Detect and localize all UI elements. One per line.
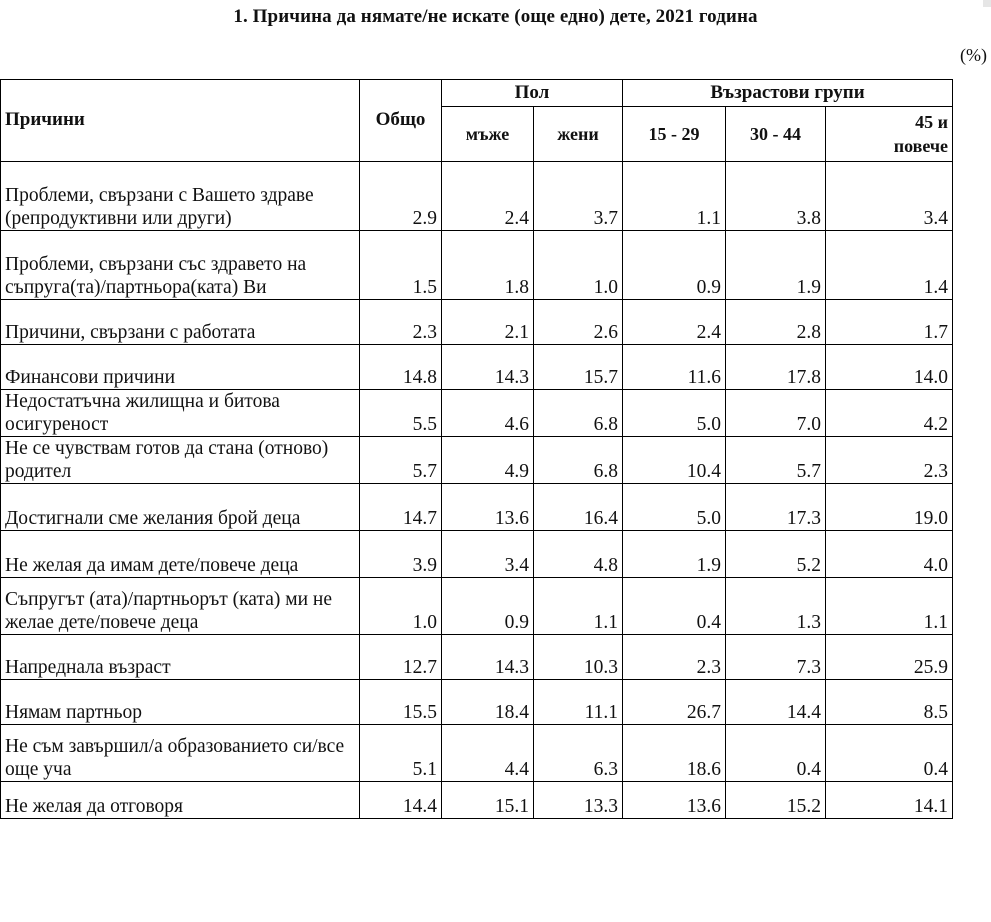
cell-men: 18.4 <box>442 680 534 725</box>
cell-age-30-44: 15.2 <box>726 782 826 819</box>
cell-total: 2.3 <box>360 300 442 345</box>
cell-total: 3.9 <box>360 531 442 578</box>
cell-age-45-plus: 1.4 <box>826 231 953 300</box>
cell-age-45-plus: 1.7 <box>826 300 953 345</box>
table-row <box>1 782 953 819</box>
cell-total: 1.0 <box>360 578 442 635</box>
cell-age-45-plus: 4.2 <box>826 390 953 437</box>
cell-total: 14.7 <box>360 484 442 531</box>
unit-label: (%) <box>960 45 987 65</box>
cell-age-15-29: 0.9 <box>623 231 726 300</box>
table-row <box>1 162 953 231</box>
cell-age-30-44: 2.8 <box>726 300 826 345</box>
cell-total: 14.4 <box>360 782 442 819</box>
cell-age-30-44: 7.3 <box>726 635 826 680</box>
row-label: Проблеми, свързани с Вашето здраве (репродуктивни или други) <box>1 162 360 231</box>
cell-age-45-plus: 1.1 <box>826 578 953 635</box>
cell-age-15-29: 10.4 <box>623 437 726 484</box>
cell-age-30-44: 1.3 <box>726 578 826 635</box>
cell-men: 15.1 <box>442 782 534 819</box>
cell-age-30-44: 5.7 <box>726 437 826 484</box>
cell-men: 3.4 <box>442 531 534 578</box>
cell-men: 2.1 <box>442 300 534 345</box>
header-age-30-44: 30 - 44 <box>726 107 826 162</box>
table-row <box>1 231 953 300</box>
cell-age-15-29: 2.4 <box>623 300 726 345</box>
table-title: 1. Причина да нямате/не искате (още едно) дете, 2021 година <box>233 6 758 27</box>
cell-age-15-29: 2.3 <box>623 635 726 680</box>
cell-men: 4.6 <box>442 390 534 437</box>
cell-women: 6.8 <box>534 437 623 484</box>
cell-age-45-plus: 4.0 <box>826 531 953 578</box>
table-row <box>1 680 953 725</box>
header-total: Общо <box>360 80 442 162</box>
row-label: Финансови причини <box>1 345 360 390</box>
cell-age-30-44: 17.3 <box>726 484 826 531</box>
table-row <box>1 345 953 390</box>
cell-total: 14.8 <box>360 345 442 390</box>
cell-women: 2.6 <box>534 300 623 345</box>
cell-age-15-29: 5.0 <box>623 484 726 531</box>
cell-men: 4.4 <box>442 725 534 782</box>
cell-age-30-44: 14.4 <box>726 680 826 725</box>
header-sex-group: Пол <box>442 80 623 107</box>
cell-total: 15.5 <box>360 680 442 725</box>
cell-women: 16.4 <box>534 484 623 531</box>
cell-men: 4.9 <box>442 437 534 484</box>
cell-total: 1.5 <box>360 231 442 300</box>
cell-men: 13.6 <box>442 484 534 531</box>
data-table <box>0 79 953 819</box>
cell-age-30-44: 0.4 <box>726 725 826 782</box>
cell-age-15-29: 13.6 <box>623 782 726 819</box>
cell-age-30-44: 5.2 <box>726 531 826 578</box>
cell-age-45-plus: 8.5 <box>826 680 953 725</box>
row-label: Съпругът (ата)/партньорът (ката) ми не желае дете/повече деца <box>1 578 360 635</box>
header-age-15-29: 15 - 29 <box>623 107 726 162</box>
header-reasons: Причини <box>1 80 360 162</box>
cell-total: 5.1 <box>360 725 442 782</box>
row-label: Напреднала възраст <box>1 635 360 680</box>
cell-women: 15.7 <box>534 345 623 390</box>
cell-men: 14.3 <box>442 635 534 680</box>
cell-women: 1.0 <box>534 231 623 300</box>
header-age-45-plus <box>826 107 953 162</box>
cell-age-30-44: 7.0 <box>726 390 826 437</box>
table-row <box>1 531 953 578</box>
cell-age-15-29: 1.1 <box>623 162 726 231</box>
cell-women: 6.8 <box>534 390 623 437</box>
cell-men: 0.9 <box>442 578 534 635</box>
table-row <box>1 635 953 680</box>
cell-age-45-plus: 19.0 <box>826 484 953 531</box>
cell-age-15-29: 18.6 <box>623 725 726 782</box>
cell-women: 4.8 <box>534 531 623 578</box>
cell-men: 2.4 <box>442 162 534 231</box>
cell-age-30-44: 17.8 <box>726 345 826 390</box>
cell-age-15-29: 26.7 <box>623 680 726 725</box>
cell-total: 5.7 <box>360 437 442 484</box>
table-row <box>1 484 953 531</box>
row-label: Не желая да имам дете/повече деца <box>1 531 360 578</box>
cell-women: 10.3 <box>534 635 623 680</box>
table-row <box>1 300 953 345</box>
table-row <box>1 578 953 635</box>
header-age-45-line1: 45 и <box>915 112 949 132</box>
cell-men: 14.3 <box>442 345 534 390</box>
cell-total: 5.5 <box>360 390 442 437</box>
header-age-45-line2: повече <box>893 136 949 156</box>
cell-age-45-plus: 3.4 <box>826 162 953 231</box>
row-label: Не съм завършил/а образованието си/все още уча <box>1 725 360 782</box>
cell-age-45-plus: 25.9 <box>826 635 953 680</box>
header-men: мъже <box>442 107 534 162</box>
cell-age-45-plus: 14.0 <box>826 345 953 390</box>
cell-age-15-29: 1.9 <box>623 531 726 578</box>
row-label: Проблеми, свързани със здравето на съпруга(та)/партньора(ката) Ви <box>1 231 360 300</box>
row-label: Недостатъчна жилищна и битова осигуреност <box>1 390 360 437</box>
cell-age-15-29: 11.6 <box>623 345 726 390</box>
row-label: Не се чувствам готов да стана (отново) родител <box>1 437 360 484</box>
cell-men: 1.8 <box>442 231 534 300</box>
header-age-group: Възрастови групи <box>623 80 953 107</box>
table-row <box>1 437 953 484</box>
cell-women: 1.1 <box>534 578 623 635</box>
row-label: Причини, свързани с работата <box>1 300 360 345</box>
cell-women: 6.3 <box>534 725 623 782</box>
cell-total: 12.7 <box>360 635 442 680</box>
table-row <box>1 390 953 437</box>
header-women: жени <box>534 107 623 162</box>
cell-women: 13.3 <box>534 782 623 819</box>
cell-age-15-29: 5.0 <box>623 390 726 437</box>
cell-women: 11.1 <box>534 680 623 725</box>
cell-age-45-plus: 0.4 <box>826 725 953 782</box>
row-label: Не желая да отговоря <box>1 782 360 819</box>
cell-age-15-29: 0.4 <box>623 578 726 635</box>
cell-total: 2.9 <box>360 162 442 231</box>
cell-age-30-44: 3.8 <box>726 162 826 231</box>
table-row <box>1 725 953 782</box>
cell-age-30-44: 1.9 <box>726 231 826 300</box>
cell-age-45-plus: 14.1 <box>826 782 953 819</box>
cell-women: 3.7 <box>534 162 623 231</box>
row-label: Достигнали сме желания брой деца <box>1 484 360 531</box>
row-label: Нямам партньор <box>1 680 360 725</box>
cell-age-45-plus: 2.3 <box>826 437 953 484</box>
